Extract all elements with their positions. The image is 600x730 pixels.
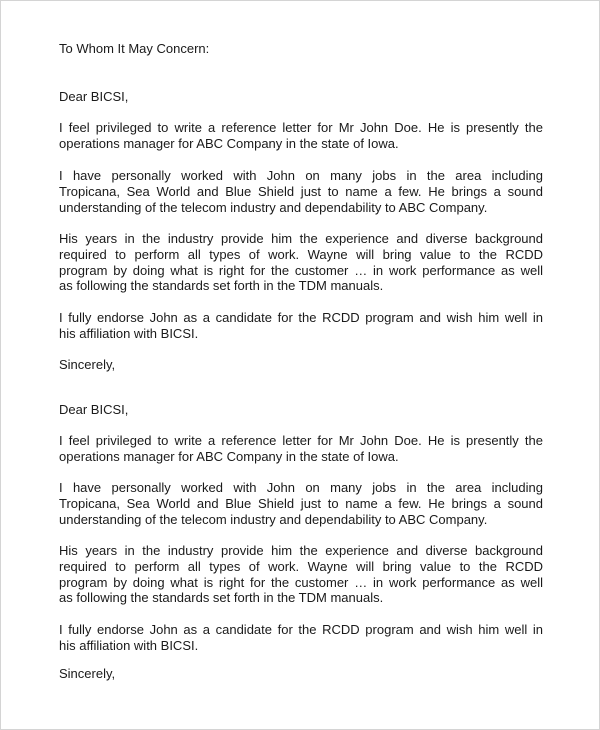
letter-paragraph [59,433,543,465]
paragraph-line: program by doing what is right for the customer … in work performance as well [59,574,543,590]
letter-closing: Sincerely, [59,666,116,681]
paragraph-line: His years in the industry provide him the experience and diverse background [59,543,543,558]
paragraph-line: I have personally worked with John on many jobs in the area including [59,168,543,183]
letter-paragraph [59,120,543,152]
letter-paragraph [59,168,543,215]
paragraph-line: Tropicana, Sea World and Blue Shield just to name a few. He brings a sound [59,183,543,199]
paragraph-line: operations manager for ABC Company in the state of Iowa. [59,135,399,151]
opening-salutation: To Whom It May Concern: [59,41,210,56]
paragraph-line: understanding of the telecom industry and dependability to ABC Company. [59,199,488,215]
letter-paragraph [59,543,543,606]
paragraph-line: understanding of the telecom industry and dependability to ABC Company. [59,511,488,527]
letter-paragraph [59,310,543,342]
letter-closing: Sincerely, [59,357,116,372]
letter-greeting: Dear BICSI, [59,89,129,104]
letter-paragraph [59,480,543,527]
paragraph-line: his affiliation with BICSI. [59,637,199,653]
paragraph-line: as following the standards set forth in the TDM manuals. [59,590,384,606]
letter-greeting: Dear BICSI, [59,402,129,417]
paragraph-line: required to perform all types of work. Wayne will bring value to the RCDD [59,246,543,262]
letter-paragraph [59,231,543,294]
paragraph-line: his affiliation with BICSI. [59,325,199,341]
paragraph-line: operations manager for ABC Company in the state of Iowa. [59,448,399,464]
paragraph-line: program by doing what is right for the customer … in work performance as well [59,262,543,278]
paragraph-line: Tropicana, Sea World and Blue Shield just to name a few. He brings a sound [59,495,543,511]
paragraph-line: required to perform all types of work. Wayne will bring value to the RCDD [59,558,543,574]
paragraph-line: His years in the industry provide him the experience and diverse background [59,231,543,246]
paragraph-line: I have personally worked with John on many jobs in the area including [59,480,543,495]
paragraph-line: I feel privileged to write a reference letter for Mr John Doe. He is presently the [59,120,543,135]
paragraph-line: I feel privileged to write a reference letter for Mr John Doe. He is presently the [59,433,543,448]
paragraph-line: I fully endorse John as a candidate for the RCDD program and wish him well in [59,310,543,325]
paragraph-line: I fully endorse John as a candidate for the RCDD program and wish him well in [59,622,543,637]
letter-paragraph [59,622,543,654]
paragraph-line: as following the standards set forth in the TDM manuals. [59,278,384,294]
